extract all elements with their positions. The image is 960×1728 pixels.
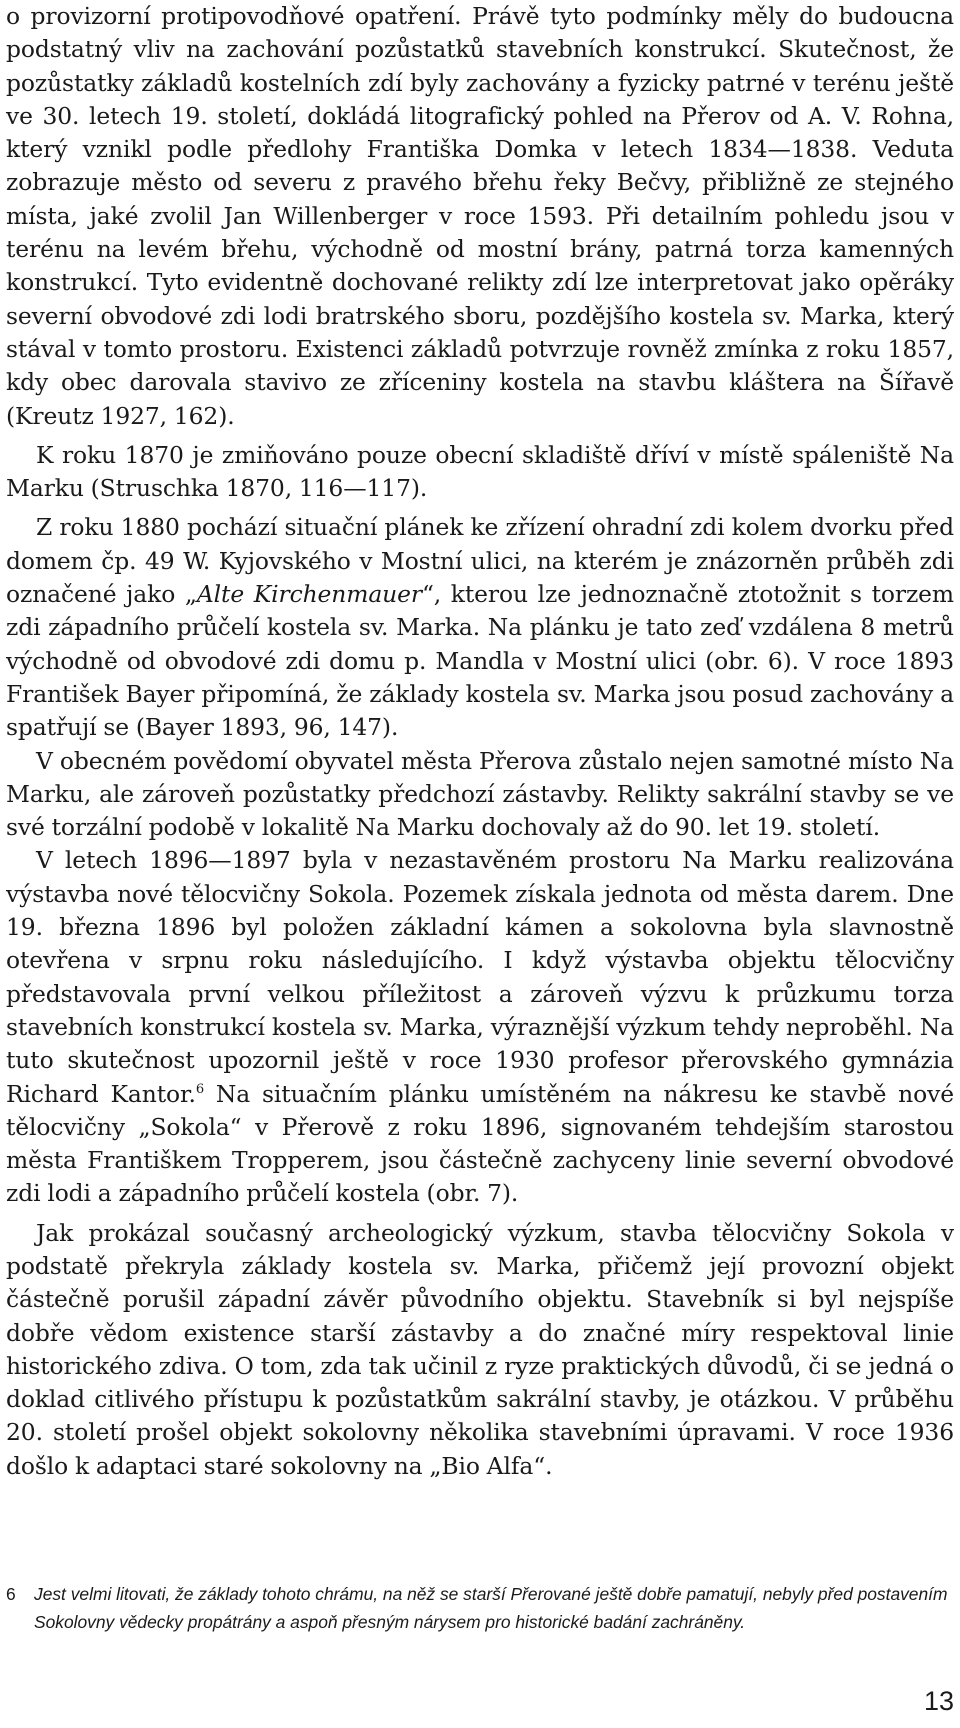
paragraph-3-part-2: “, kterou lze jednoznačně ztotožnit s torzem zdi západního průčelí kostela sv. Marka. Na plánku je tato zeď vzdálena 8 metrů východně od obvodové zdi domu p. Mandla v Mostní ulici (obr. 6). V roce 1893 František Bayer připomíná, že základy kostela sv. Marka jsou posud zachovány a spatřují se (Bayer 1893, 96, 147).	[6, 580, 954, 742]
paragraph-1: o provizorní protipovodňové opatření. Právě tyto podmínky měly do budoucna podstatný vliv na zachování pozůstatků stavebních konstrukcí. Skutečnost, že pozůstatky základů kostelních zdí byly zachovány a fyzicky patrné v terénu ještě ve 30. letech 19. století, dokládá litografický pohled na Přerov od A. V. Rohna, který vznikl podle předlohy Františka Domka v letech 1834—1838. Veduta zobrazuje město od severu z pravého břehu řeky Bečvy, přibližně ze stejného místa, jaké zvolil Jan Willenberger v roce 1593. Při detailním pohledu jsou v terénu na levém břehu, východně od mostní brány, patrná torza kamenných konstrukcí. Tyto evidentně dochované relikty zdí lze interpretovat jako opěráky severní obvodové zdi lodi bratrského sboru, pozdějšího kostela sv. Marka, který stával v tomto prostoru. Existenci základů potvrzuje rovněž zmínka z roku 1857, kdy obec darovala stavivo ze zříceniny kostela na stavbu kláštera na Šířavě (Kreutz 1927, 162).	[6, 2, 954, 430]
footnote	[6, 1580, 954, 1636]
paragraph-5	[6, 844, 954, 1210]
paragraph-3-part-1: Z roku 1880 pochází situační plánek ke zřízení ohradní zdi kolem dvorku před domem čp. 49 W. Kyjovského v Mostní ulici, na kterém je znázorněn průběh zdi označené jako „	[6, 513, 954, 609]
alte-kirchenmauer-term: Alte Kirchenmauer	[196, 580, 422, 609]
footnote-reference[interactable]: 6	[195, 1081, 205, 1097]
paragraph-5-part-1: V letech 1896—1897 byla v nezastavěném prostoru Na Marku realizována výstavba nové tělocvičny Sokola. Pozemek získala jednota od města darem. Dne 19. března 1896 byl položen základní kámen a sokolovna byla slavnostně otevřena v srpnu roku následujícího. I když výstavba objektu tělocvičny představovala první velkou příležitost a zároveň výzvu k průzkumu torza stavebních konstrukcí kostela sv. Marka, výraznější výzkum tehdy neproběhl. Na tuto skutečnost upozornil ještě v roce 1930 profesor přerovského gymnázia Richard Kantor.	[6, 846, 954, 1108]
body-text	[6, 0, 954, 1483]
document-page	[6, 0, 954, 1483]
paragraph-5-part-2: Na situačním plánku umístěném na nákresu ke stavbě nové tělocvičny „Sokola“ v Přerově z roku 1896, signovaném tehdejším starostou města Františkem Tropperem, jsou částečně zachyceny linie severní obvodové zdi lodi a západního průčelí kostela (obr. 7).	[6, 1079, 954, 1208]
footnote-text: Jest velmi litovati, že základy tohoto chrámu, na něž se starší Přerované ještě dobře pamatují, nebyly před postavením Sokolovny vědecky propátrány a aspoň přesným nárysem pro historické badání zachráněny.	[34, 1584, 948, 1632]
paragraph-4: V obecném povědomí obyvatel města Přerova zůstalo nejen samotné místo Na Marku, ale zároveň pozůstatky předchozí zástavby. Relikty sakrální stavby se ve své torzální podobě v lokalitě Na Marku dochovaly až do 90. let 19. století.	[6, 746, 954, 842]
footnote-number: 6	[6, 1584, 16, 1604]
paragraph-3	[6, 511, 954, 744]
paragraph-2: K roku 1870 je zmiňováno pouze obecní skladiště dříví v místě spáleniště Na Marku (Struschka 1870, 116—117).	[6, 440, 954, 503]
page-number: 13	[923, 1686, 954, 1716]
paragraph-6: Jak prokázal současný archeologický výzkum, stavba tělocvičny Sokola v podstatě překryla základy kostela sv. Marka, přičemž její provozní objekt částečně porušil západní závěr původního objektu. Stavebník si byl nejspíše dobře vědom existence starší zástavby a do značné míry respektoval linie historického zdiva. O tom, zda tak učinil z ryze praktických důvodů, či se jedná o doklad citlivého přístupu k pozůstatkům sakrální stavby, je otázkou. V průběhu 20. století prošel objekt sokolovny několika stavebními úpravami. V roce 1936 došlo k adaptaci staré sokolovny na „Bio Alfa“.	[6, 1218, 954, 1480]
